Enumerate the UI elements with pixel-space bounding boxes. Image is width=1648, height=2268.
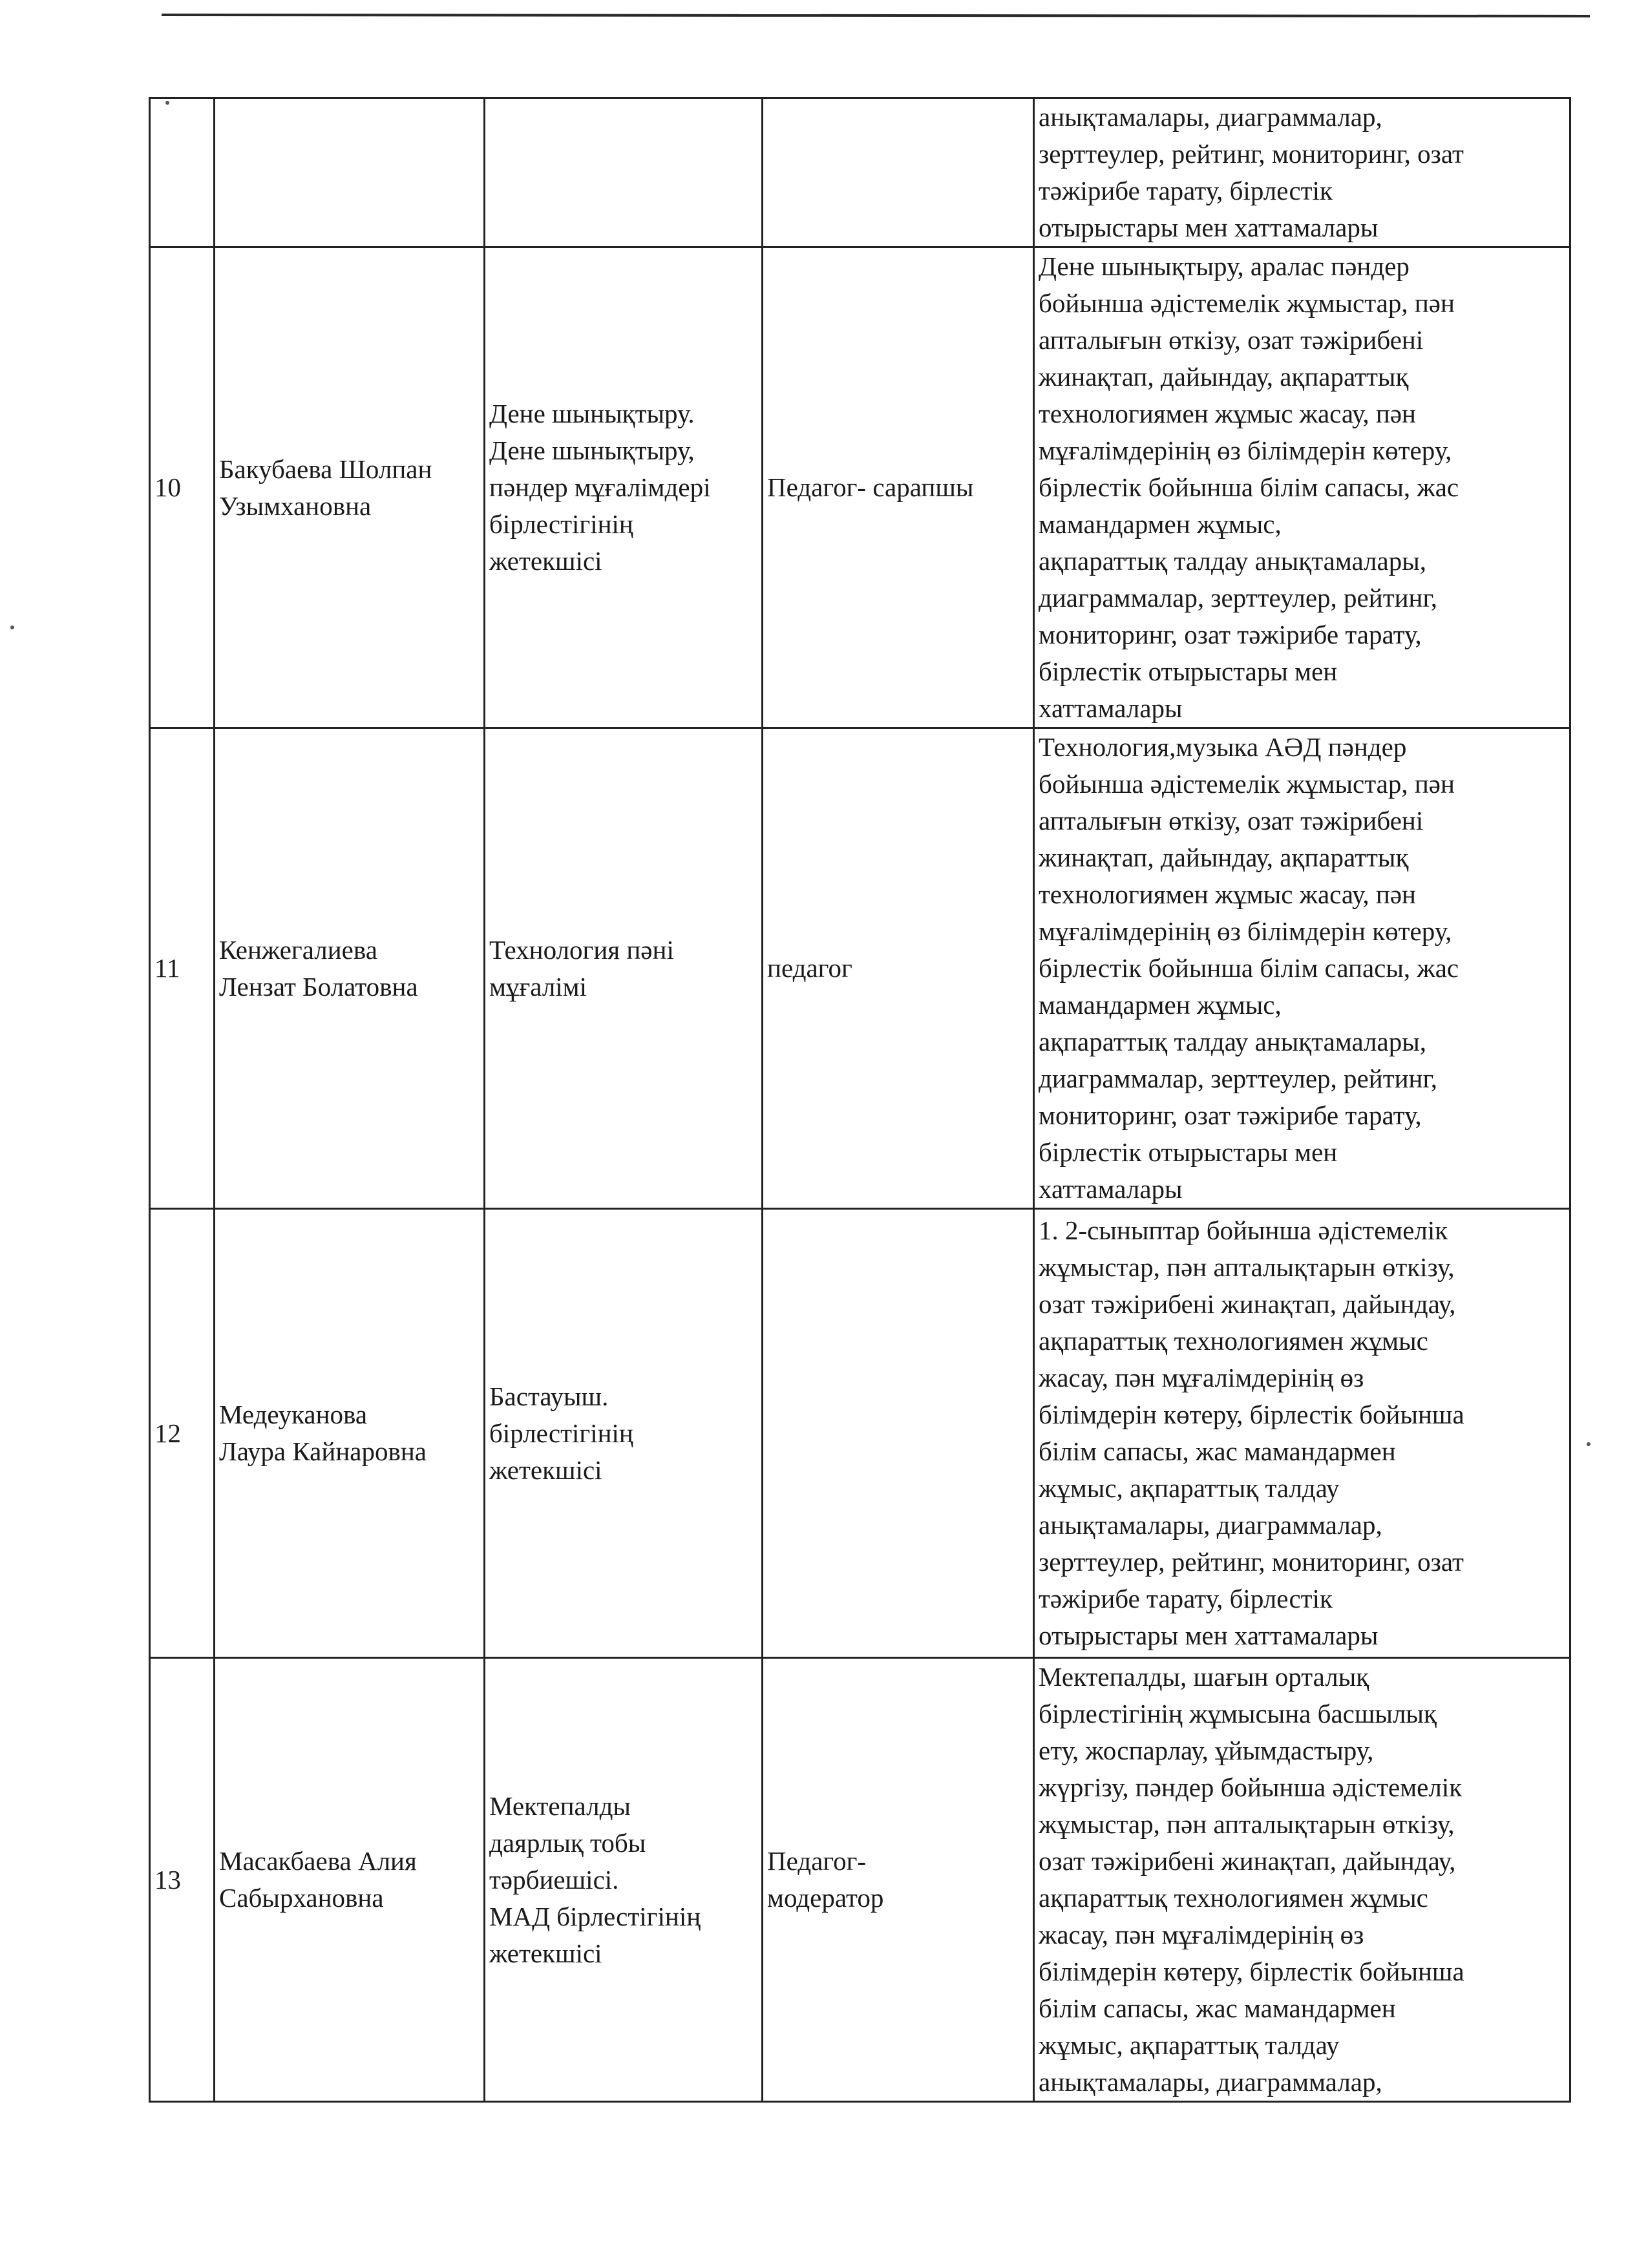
employee-duties-line: хаттамалары: [1039, 693, 1183, 723]
employee-duties-line: хаттамалары: [1039, 1174, 1183, 1204]
employee-duties-line: 1. 2-сыныптар бойынша әдістемелік: [1039, 1215, 1448, 1245]
employee-duties-line: отырыстары мен хаттамалары: [1039, 213, 1379, 242]
employee-duties-line: бірлестік бойынша білім сапасы, жас: [1039, 953, 1459, 983]
employee-duties-line: тәжірибе тарату, бірлестік: [1039, 176, 1333, 205]
employee-duties: [1034, 1209, 1570, 1658]
employee-duties-line: диаграммалар, зерттеулер, рейтинг,: [1039, 1064, 1437, 1093]
employee-duties-line: диаграммалар, зерттеулер, рейтинг,: [1039, 583, 1437, 613]
employee-duties-line: мониторинг, озат тәжірибе тарату,: [1039, 620, 1422, 649]
employee-duties-line: бойынша әдістемелік жұмыстар, пән: [1039, 769, 1455, 799]
employee-duties-line: мониторинг, озат тәжірибе тарату,: [1039, 1100, 1422, 1130]
employee-duties-line: жүргізу, пәндер бойынша әдістемелік: [1039, 1772, 1463, 1802]
employee-duties-line: ету, жоспарлау, ұйымдастыру,: [1039, 1736, 1374, 1765]
employee-duties-line: бірлестік отырыстары мен: [1039, 656, 1338, 686]
employee-duties-line: жұмыс, ақпараттық талдау: [1039, 2030, 1340, 2060]
employee-duties-line: жинақтап, дайындау, ақпараттық: [1039, 362, 1409, 392]
employee-category: [763, 98, 1034, 247]
employee-duties-line: жасау, пән мұғалімдерінің өз: [1039, 1363, 1364, 1392]
employee-duties-line: зерттеулер, рейтинг, мониторинг, озат: [1039, 139, 1464, 169]
employee-name-line: Масакбаева Алия: [219, 1846, 417, 1876]
table-row: [150, 1209, 1570, 1658]
employee-duties: [1034, 98, 1570, 247]
employee-duties-line: технологиямен жұмыс жасау, пән: [1039, 399, 1416, 428]
table-row: [150, 98, 1570, 247]
employee-name: [215, 98, 485, 247]
employee-category-line: Педагог- сарапшы: [767, 472, 974, 502]
employee-duties: [1034, 247, 1570, 728]
staff-table: [149, 97, 1571, 2103]
employee-position: [485, 1658, 763, 2102]
employee-position-line: МАД бірлестігінің: [489, 1901, 701, 1931]
employee-position-line: Бастауыш.: [489, 1381, 609, 1411]
employee-duties-line: білім сапасы, жас мамандармен: [1039, 1993, 1396, 2023]
employee-position-line: бірлестігінің: [489, 1418, 633, 1448]
employee-duties-line: Технология,музыка АӘД пәндер: [1039, 732, 1407, 762]
employee-position-line: Технология пәні: [489, 934, 674, 965]
row-number: 11: [150, 728, 215, 1209]
employee-category-line: педагог: [767, 953, 852, 983]
employee-name: [215, 1209, 485, 1658]
employee-position-line: жетекшісі: [489, 1938, 602, 1968]
employee-duties-line: мұғалімдерінің өз білімдерін көтеру,: [1039, 436, 1452, 465]
employee-duties-line: бірлестік бойынша білім сапасы, жас: [1039, 472, 1459, 502]
top-rule: [162, 14, 1590, 17]
employee-duties-line: бірлестігінің жұмысына басшылық: [1039, 1699, 1437, 1728]
employee-duties-line: білім сапасы, жас мамандармен: [1039, 1436, 1396, 1466]
employee-duties-line: Дене шынықтыру, аралас пәндер: [1039, 251, 1410, 281]
employee-duties-line: жұмыс, ақпараттық талдау: [1039, 1473, 1340, 1503]
employee-duties-line: ақпараттық технологиямен жұмыс: [1039, 1883, 1428, 1913]
scan-speck: [10, 625, 14, 629]
table-row: [150, 247, 1570, 728]
employee-name-line: Сабырхановна: [219, 1883, 384, 1913]
employee-duties-line: тәжірибе тарату, бірлестік: [1039, 1584, 1333, 1613]
employee-category-line: Педагог-: [767, 1846, 867, 1876]
employee-duties-line: технологиямен жұмыс жасау, пән: [1039, 879, 1416, 909]
employee-name-line: Узымхановна: [219, 490, 372, 521]
employee-duties-line: апталығын өткізу, озат тәжірибені: [1039, 325, 1424, 355]
employee-duties-line: зерттеулер, рейтинг, мониторинг, озат: [1039, 1547, 1464, 1577]
employee-duties-line: ақпараттық технологиямен жұмыс: [1039, 1326, 1428, 1356]
employee-category: [763, 1209, 1034, 1658]
employee-duties-line: мамандармен жұмыс,: [1039, 509, 1282, 539]
employee-duties-line: білімдерін көтеру, бірлестік бойынша: [1039, 1400, 1464, 1429]
employee-duties-line: мамандармен жұмыс,: [1039, 990, 1282, 1020]
employee-duties: [1034, 1658, 1570, 2102]
employee-position: [485, 728, 763, 1209]
employee-name-line: Медеуканова: [219, 1400, 368, 1429]
employee-duties-line: жинақтап, дайындау, ақпараттық: [1039, 843, 1409, 872]
employee-name: [215, 247, 485, 728]
employee-duties: [1034, 728, 1570, 1209]
scan-speck: [1587, 1442, 1590, 1446]
employee-position: [485, 247, 763, 728]
employee-name-line: Лаура Кайнаровна: [219, 1436, 427, 1466]
employee-duties-line: мұғалімдерінің өз білімдерін көтеру,: [1039, 916, 1452, 946]
employee-duties-line: озат тәжірибені жинақтап, дайындау,: [1039, 1846, 1456, 1876]
employee-position-line: жетекшісі: [489, 546, 602, 576]
employee-duties-line: апталығын өткізу, озат тәжірибені: [1039, 806, 1424, 835]
employee-duties-line: бойынша әдістемелік жұмыстар, пән: [1039, 288, 1455, 318]
employee-category: [763, 1658, 1034, 2102]
employee-duties-line: ақпараттық талдау анықтамалары,: [1039, 1027, 1427, 1056]
employee-position: [485, 98, 763, 247]
employee-position-line: Дене шынықтыру.: [489, 399, 695, 428]
employee-position-line: бірлестігінің: [489, 509, 633, 539]
employee-duties-line: жұмыстар, пән апталықтарын өткізу,: [1039, 1809, 1455, 1839]
employee-position-line: пәндер мұғалімдері: [489, 472, 711, 502]
employee-position: [485, 1209, 763, 1658]
employee-position-line: мұғалімі: [489, 971, 587, 1002]
row-number: 10: [150, 247, 215, 728]
employee-duties-line: жасау, пән мұғалімдерінің өз: [1039, 1920, 1364, 1949]
row-number: 13: [150, 1658, 215, 2102]
employee-duties-line: отырыстары мен хаттамалары: [1039, 1621, 1379, 1650]
employee-position-line: даярлық тобы: [489, 1827, 646, 1858]
employee-category-line: модератор: [767, 1883, 884, 1913]
employee-duties-line: бірлестік отырыстары мен: [1039, 1137, 1338, 1167]
employee-position-line: Мектепалды: [489, 1790, 631, 1821]
employee-name-line: Бакубаева Шолпан: [219, 454, 432, 484]
employee-duties-line: Мектепалды, шағын орталық: [1039, 1662, 1369, 1692]
employee-duties-line: жұмыстар, пән апталықтарын өткізу,: [1039, 1252, 1455, 1282]
employee-duties-line: анықтамалары, диаграммалар,: [1039, 102, 1382, 132]
employee-position-line: Дене шынықтыру,: [489, 436, 695, 465]
employee-name: [215, 728, 485, 1209]
row-number: 12: [150, 1209, 215, 1658]
employee-name-line: Кенжегалиева: [219, 934, 377, 965]
employee-category: [763, 728, 1034, 1209]
employee-duties-line: ақпараттық талдау анықтамалары,: [1039, 546, 1427, 576]
employee-duties-line: білімдерін көтеру, бірлестік бойынша: [1039, 1957, 1464, 1986]
employee-duties-line: анықтамалары, диаграммалар,: [1039, 2067, 1382, 2097]
table-row: [150, 1658, 1570, 2102]
table-row: [150, 728, 1570, 1209]
employee-position-line: жетекшісі: [489, 1454, 602, 1485]
employee-category: [763, 247, 1034, 728]
employee-name: [215, 1658, 485, 2102]
employee-duties-line: озат тәжірибені жинақтап, дайындау,: [1039, 1289, 1456, 1319]
employee-position-line: тәрбиешісі.: [489, 1864, 619, 1895]
employee-duties-line: анықтамалары, диаграммалар,: [1039, 1510, 1382, 1540]
row-number: [150, 98, 215, 247]
employee-name-line: Лензат Болатовна: [219, 971, 418, 1002]
